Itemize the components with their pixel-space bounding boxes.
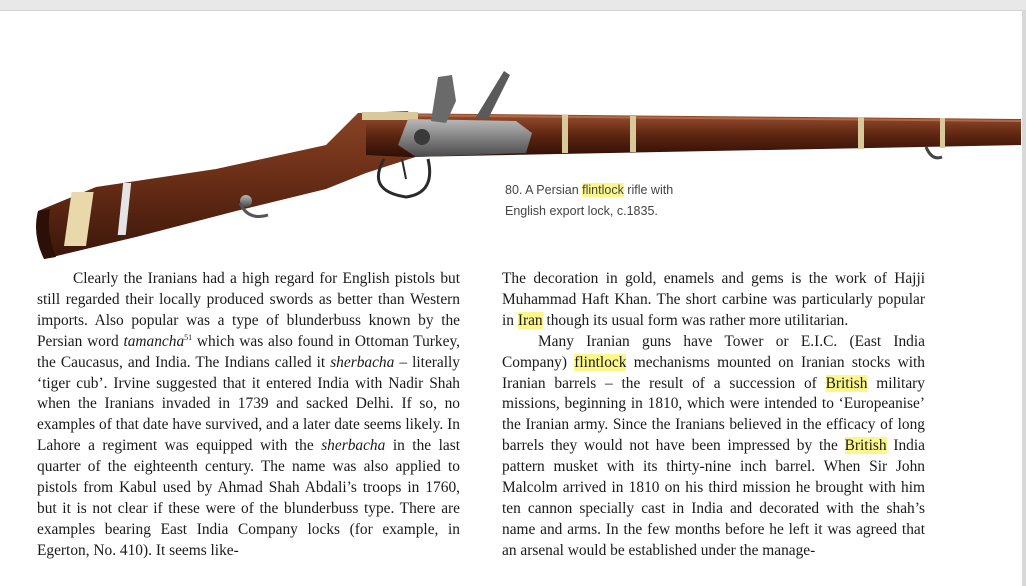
barrel-band xyxy=(858,117,864,149)
flintlock-frizzen xyxy=(476,71,510,119)
viewer-top-bar xyxy=(0,0,1026,11)
paragraph: The decoration in gold, enamels and gems is the work of Hajji Muhammad Haft Khan. The short carbine was particularly popular in Iran though its usual form was rather more utilitarian. xyxy=(502,270,925,329)
barrel-band xyxy=(630,116,636,152)
barrel-band xyxy=(940,118,945,148)
footnote-ref: 51 xyxy=(184,332,193,342)
search-highlight: British xyxy=(825,374,868,392)
search-highlight: Iran xyxy=(517,311,543,329)
document-page xyxy=(0,11,1021,586)
caption-line-2: English export lock, c.1835. xyxy=(505,204,658,218)
caption-line-1: 80. A Persian flintlock rifle with xyxy=(505,183,674,197)
search-highlight: British xyxy=(844,437,887,455)
search-highlight: flintlock xyxy=(582,183,624,197)
right-text-column xyxy=(502,269,925,562)
left-text-column xyxy=(37,269,460,562)
paragraph: Clearly the Iranians had a high regard for English pistols but still regarded their locally produced swords as better than Western imports. Also popular was a type of blunderbuss known by the Persian word tamancha$^{51}$ which was also found in Ottoman Turkey, the Caucasus, and India. The Indians called it sherbacha – literally ‘tiger cub’. Irvine suggested that it entered India with Nadir Shah when the Iranians invaded in 1739 and sacked Delhi. If so, no examples of that date have survived, and a later date seems likely. In Lahore a regiment was equipped with the sherbacha in the last quarter of the eighteenth century. The name was also applied to pistols from Kabul used by Ahmad Shah Abdali’s troops in 1760, but it is not clear if these were of the blunderbuss type. There are examples bearing East India Company locks (for example, in Egerton, No. 410). It seems like- xyxy=(37,270,460,559)
rifle-illustration xyxy=(36,61,1026,266)
barrel-band xyxy=(562,115,568,153)
search-highlight: flintlock xyxy=(574,353,627,371)
figure-caption xyxy=(505,180,745,222)
paragraph: Many Iranian guns have Tower or E.I.C. (East India Company) flintlock mechanisms mounted on Iranian stocks with Iranian barrels – the result of a succession of British military missions, beginning in 1810, which were intended to ‘Europeanise’ the Iranian army. Since the Iranians believed in the efficacy of long barrels they would not have been impressed by the British India pattern musket with its thirty-nine inch barrel. When Sir John Malcolm arrived in 1810 on his third mission he brought with him ten cannon specially cast in India and decorated with the shah’s name and arms. In the few months before he left it was agreed that an arsenal would be established under the manage- xyxy=(502,332,925,559)
